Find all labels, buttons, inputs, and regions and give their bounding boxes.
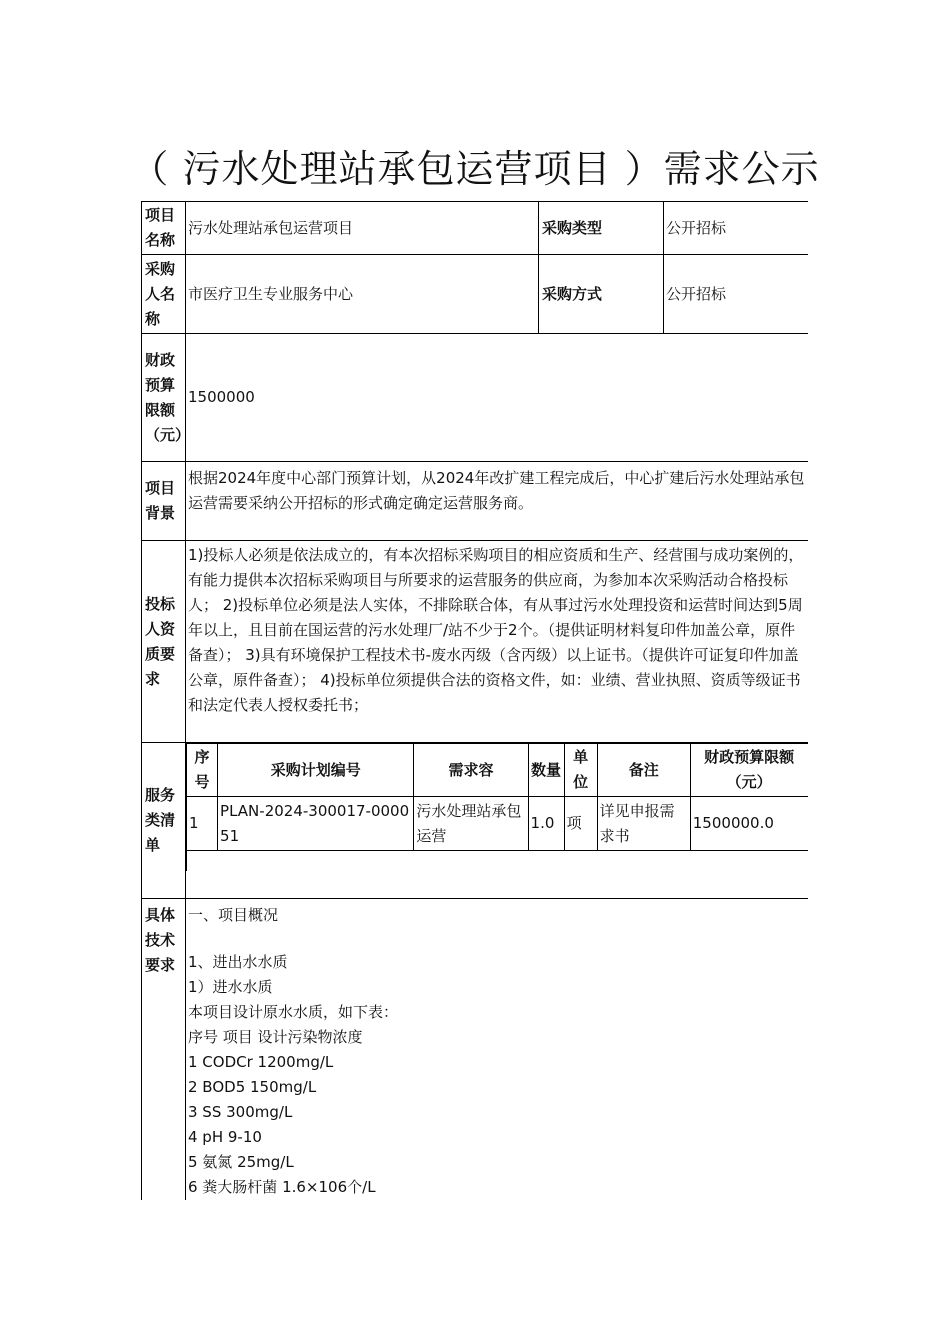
- col-header-content: 需求容: [414, 744, 528, 797]
- purchaser-value: 市医疗卫生专业服务中心: [186, 255, 539, 334]
- service-list-label: 服务类清单: [142, 743, 186, 899]
- tech-line: 本项目设计原水水质，如下表：: [188, 1003, 399, 1021]
- cell-plan-number: PLAN-2024-300017-000051: [218, 797, 414, 851]
- budget-label: 财政预算限额（元）: [142, 334, 186, 462]
- background-value: 根据2024年度中心部门预算计划，从2024年改扩建工程完成后，中心扩建后污水处理站承包运营需要采纳公开招标的形式确定确定运营服务商。: [186, 462, 808, 541]
- tech-label: 具体技术要求: [142, 899, 186, 1201]
- tech-line: 4 pH 9-10: [188, 1128, 262, 1146]
- project-name-label: 项目名称: [142, 202, 186, 255]
- page-title: （ 污水处理站承包运营项目 ）需求公示: [130, 147, 820, 191]
- col-header-index: 序号: [187, 744, 218, 797]
- tech-line: 5 氨氮 25mg/L: [188, 1153, 294, 1171]
- project-name-value: 污水处理站承包运营项目: [186, 202, 539, 255]
- service-table: [186, 743, 808, 871]
- tech-line: 1、进出水水质: [188, 953, 288, 971]
- col-header-unit: 单位: [564, 744, 597, 797]
- cell-unit: 项: [564, 797, 597, 851]
- requirement-table: [141, 201, 808, 1200]
- qualification-value: 1)投标人必须是依法成立的，有本次招标采购项目的相应资质和生产、经营围与成功案例的，有能力提供本次招标采购项目与所要求的运营服务的供应商，为参加本次采购活动合格投标人； 2)投标单位必须是法人实体，不排除联合体，有从事过污水处理投资和运营时间达到5周年以上，且目前在国运营的污水处理厂/站不少于2个。（提供证明材料复印件加盖公章，原件备查）； 3)具有环境保护工程技术书-废水丙级（含丙级）以上证书。（提供许可证复印件加盖公章，原件备查）； 4)投标单位须提供合法的资格文件，如：业绩、营业执照、资质等级证书和法定代表人授权委托书；: [186, 541, 808, 743]
- col-header-remark: 备注: [597, 744, 690, 797]
- cell-remark: 详见申报需求书: [597, 797, 690, 851]
- tech-line: 6 粪大肠杆菌 1.6×106个/L: [188, 1178, 376, 1196]
- purchaser-label: 采购人名称: [142, 255, 186, 334]
- cell-quantity: 1.0: [528, 797, 564, 851]
- qualification-label: 投标人资质要求: [142, 541, 186, 743]
- tech-line: 3 SS 300mg/L: [188, 1103, 293, 1121]
- service-list-cell: [186, 743, 808, 899]
- cell-budget: 1500000.0: [690, 797, 807, 851]
- col-header-plan-number: 采购计划编号: [218, 744, 414, 797]
- purchase-method-value: 公开招标: [664, 255, 808, 334]
- tech-line: 序号 项目 设计污染物浓度: [188, 1028, 363, 1046]
- table-row: [187, 797, 808, 851]
- tech-line: 1 CODCr 1200mg/L: [188, 1053, 334, 1071]
- cell-index: 1: [187, 797, 218, 851]
- background-label: 项目背景: [142, 462, 186, 541]
- cell-content: 污水处理站承包运营: [414, 797, 528, 851]
- purchase-type-value: 公开招标: [664, 202, 808, 255]
- tech-section-title: 一、项目概况: [188, 906, 279, 924]
- tech-line: 2 BOD5 150mg/L: [188, 1078, 317, 1096]
- col-header-budget: 财政预算限额（元）: [690, 744, 807, 797]
- budget-value: 1500000: [186, 334, 808, 462]
- purchase-method-label: 采购方式: [539, 255, 664, 334]
- purchase-type-label: 采购类型: [539, 202, 664, 255]
- col-header-quantity: 数量: [528, 744, 564, 797]
- tech-line: 1）进水水质: [188, 978, 273, 996]
- tech-content: [186, 899, 808, 1201]
- table-spacer: [187, 851, 218, 871]
